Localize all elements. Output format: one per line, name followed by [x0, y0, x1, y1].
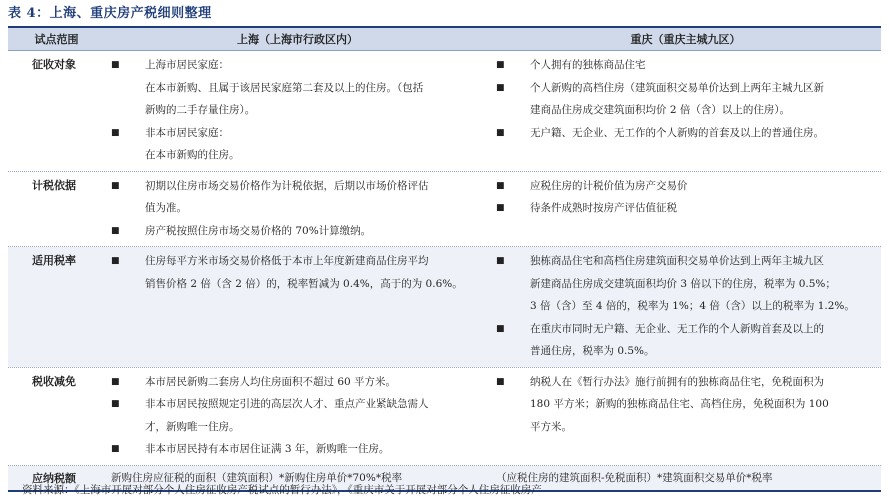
chongqing-cell	[490, 247, 881, 367]
bullet-icon: ■	[496, 256, 505, 266]
bullet-icon: ■	[111, 60, 120, 70]
bullet-icon: ■	[496, 127, 505, 138]
list-item: ■ 本市居民新购二套房人均住房面积不超过 60 平方米。	[109, 371, 484, 394]
header-chongqing: 重庆（重庆主城九区）	[630, 33, 741, 46]
row-label: 税收减免	[32, 374, 76, 388]
bullet-icon: ■	[111, 256, 120, 266]
shanghai-cell	[105, 368, 490, 465]
list-item: ■ 非本市居民按照规定引进的高层次人才、重点产业紧缺急需人	[109, 393, 484, 416]
table-header	[8, 26, 881, 51]
list-item: ■ 应税住房的计税价值为房产交易价	[494, 175, 875, 198]
bullet-icon: ■	[496, 376, 505, 387]
table-row	[8, 368, 881, 466]
row-label: 应纳税额	[32, 471, 76, 485]
list-item: ■ 独栋商品住宅和高档住房建筑面积交易单价达到上两年主城九区	[494, 250, 875, 273]
list-item: 新购的二手存量住房）。	[145, 104, 256, 116]
bullet-icon: ■	[496, 82, 505, 93]
list-item: 普通住房，税率为 0.5%。	[530, 345, 655, 357]
bullet-icon: ■	[111, 180, 120, 191]
shanghai-formula: 新购住房应征税的面积（建筑面积）*新购住房单价*70%*税率	[111, 472, 403, 484]
list-item: ■ 无户籍、无企业、无工作的个人新购的首套及以上的普通住房。	[494, 122, 875, 145]
list-item: ■ 在重庆市同时无户籍、无企业、无工作的个人新购首套及以上的	[494, 318, 875, 341]
list-item: 在本市新购的住房。	[145, 149, 240, 161]
list-item: ■ 初期以住房市场交易价格作为计税依据，后期以市场价格评估	[109, 175, 484, 198]
list-item: ■ 个人新购的高档住房（建筑面积交易单价达到上两年主城九区新	[494, 77, 875, 100]
list-item: ■ 待条件成熟时按房产评估值征税	[494, 197, 875, 220]
chongqing-cell	[490, 172, 881, 247]
chongqing-formula: （应税住房的建筑面积-免税面积）*建筑面积交易单价*税率	[496, 472, 773, 484]
row-label: 计税依据	[32, 178, 76, 192]
list-item: ■ 上海市居民家庭：	[109, 54, 484, 77]
shanghai-cell	[105, 172, 490, 247]
header-scope: 试点范围	[34, 33, 79, 46]
list-item: ■ 房产税按照住房市场交易价格的 70%计算缴纳。	[109, 220, 484, 243]
tax-rules-table	[8, 26, 881, 492]
list-item: 值为准。	[145, 202, 187, 214]
chongqing-cell	[490, 51, 881, 171]
list-item: 在本市新购、且属于该居民家庭第二套及以上的住房。（包括	[145, 81, 424, 94]
bullet-icon: ■	[496, 323, 505, 334]
bullet-icon: ■	[111, 127, 120, 138]
list-item: ■ 非本市居民持有本市居住证满 3 年，新购唯一住房。	[109, 438, 484, 461]
shanghai-cell	[105, 51, 490, 171]
table-row	[8, 247, 881, 368]
list-item: 建商品住房成交建筑面积均价 2 倍（含）以上的住房）。	[530, 104, 791, 116]
bullet-icon: ■	[111, 376, 120, 387]
bullet-icon: ■	[496, 203, 505, 213]
bullet-icon: ■	[111, 444, 120, 454]
bullet-icon: ■	[111, 225, 120, 236]
list-item: ■ 个人拥有的独栋商品住宅	[494, 54, 875, 77]
row-label: 适用税率	[8, 247, 105, 367]
bullet-icon: ■	[111, 399, 120, 409]
header-shanghai: 上海（上海市行政区内）	[237, 33, 358, 46]
table-row	[8, 172, 881, 248]
list-item: 销售价格 2 倍（含 2 倍）的，税率暂减为 0.4%，高于的为 0.6%。	[145, 277, 463, 290]
list-item: 3 倍（含）至 4 倍的，税率为 1%；4 倍（含）以上的税率为 1.2%。	[530, 300, 855, 312]
list-item: 新建商品住房成交建筑面积均价 3 倍以下的住房，税率为 0.5%；	[530, 277, 836, 290]
list-item: ■ 纳税人在《暂行办法》施行前拥有的独栋商品住宅，免税面积为	[494, 371, 875, 394]
bullet-icon: ■	[496, 180, 505, 191]
source-note: 资料来源：《上海市开展对部分个人住房征收房产税试点的暂行办法》，《重庆市关于开展对部分个人住房征收房产	[22, 484, 542, 496]
list-item: 才，新购唯一住房。	[145, 420, 240, 433]
bullet-icon: ■	[496, 60, 505, 70]
row-label: 征收对象	[32, 58, 76, 71]
chongqing-cell	[490, 368, 881, 465]
table-title: 表 4：上海、重庆房产税细则整理	[8, 6, 212, 21]
list-item: ■ 非本市居民家庭：	[109, 122, 484, 145]
table-row	[8, 51, 881, 172]
list-item: 平方米。	[530, 420, 572, 433]
list-item: 180 平方米；新购的独栋商品住宅、高档住房，免税面积为 100	[530, 398, 829, 410]
shanghai-cell	[105, 247, 490, 367]
list-item: ■ 住房每平方米市场交易价格低于本市上年度新建商品住房平均	[109, 250, 484, 273]
